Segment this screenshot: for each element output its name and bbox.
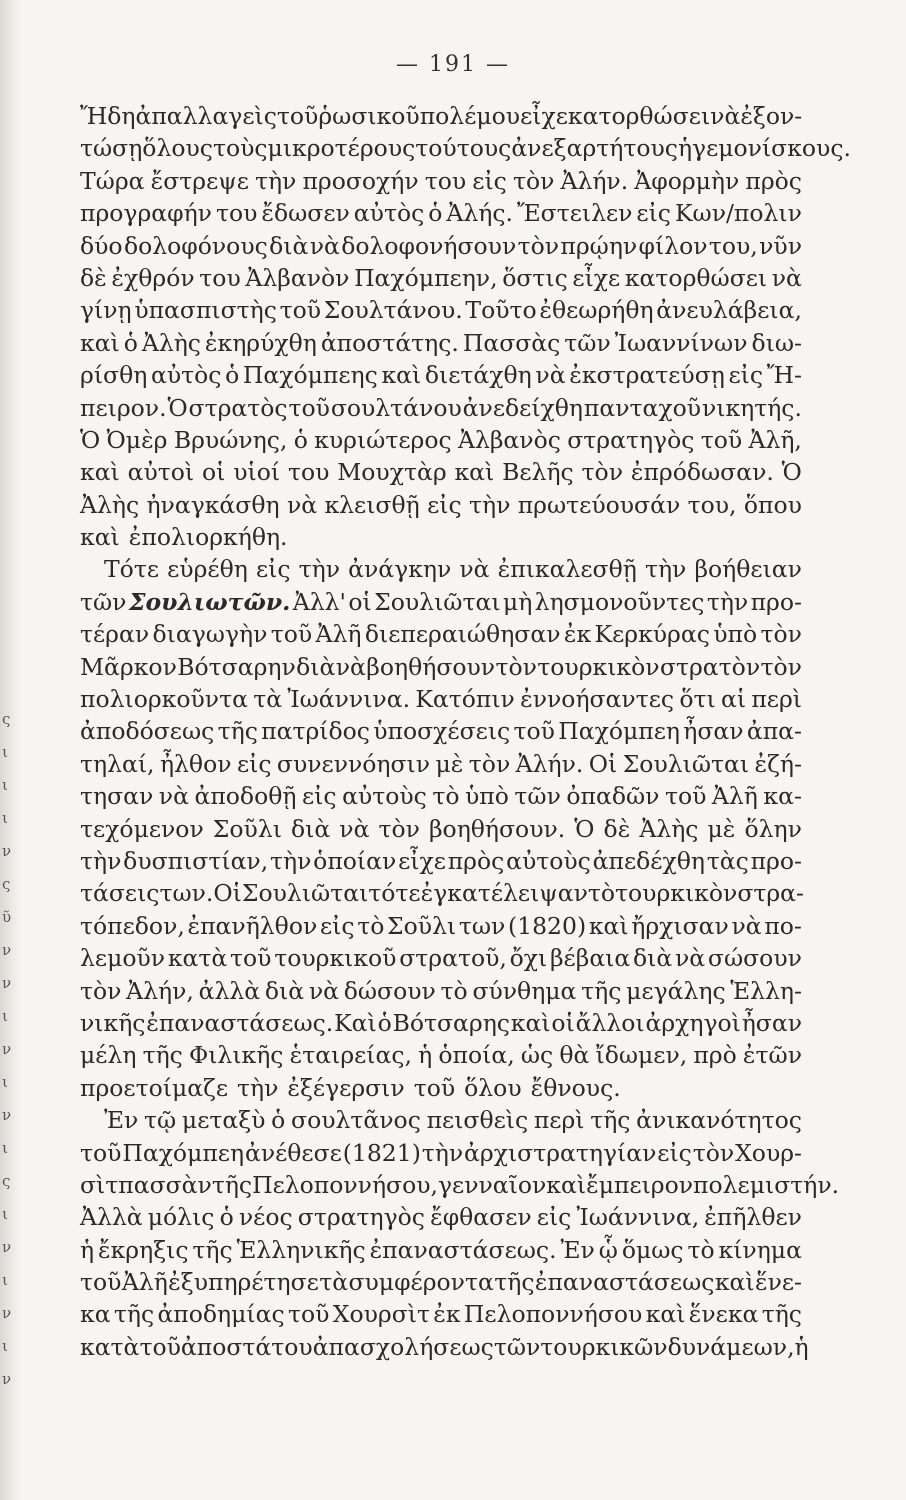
margin-letter: ς <box>2 875 11 893</box>
page-number: — 191 — <box>396 52 510 77</box>
margin-letter: ι <box>2 1205 8 1223</box>
margin-letter: ι <box>2 1139 8 1157</box>
margin-letter: ν <box>2 1304 12 1322</box>
text-line: Ἐν τῷ μεταξὺ ὁ σουλτᾶνος πεισθεὶς περὶ τῆς ἀνικανότητος <box>104 1106 802 1135</box>
text-line: ἀποδόσεως τῆς πατρίδος ὑποσχέσεις τοῦ Παχόμπεη ἦσαν ἀπα- <box>80 717 802 746</box>
text-line: τῶν Σουλιωτῶν. Ἀλλ' οἱ Σουλιῶται μὴ λησμονοῦντες τὴν προ- <box>80 587 802 616</box>
margin-letter: ι <box>2 1337 8 1355</box>
margin-letter: ς <box>2 1172 11 1190</box>
body-text <box>80 100 851 1363</box>
margin-letter: ν <box>2 974 12 992</box>
margin-letter: ς <box>2 710 11 728</box>
text-line: Τότε εὑρέθη εἰς τὴν ἀνάγκην νὰ ἐπικαλεσθῇ τὴν βοήθειαν <box>104 555 802 584</box>
text-line: Ἀλὴς ἠναγκάσθη νὰ κλεισθῇ εἰς τὴν πρωτεύουσάν του, ὅπου <box>80 490 802 519</box>
text-line: τὴν δυσπιστίαν, τὴν ὁποίαν εἶχε πρὸς αὐτοὺς ἀπεδέχθη τὰς προ- <box>80 846 802 875</box>
text-line: καὶ αὐτοὶ οἱ υἱοί του Μουχτὰρ καὶ Βελῆς τὸν ἐπρόδωσαν. Ὁ <box>80 458 802 487</box>
adjacent-page-margin <box>2 0 18 1500</box>
margin-letter: ν <box>2 1370 12 1388</box>
text-line: τώσῃ ὅλους τοὺς μικροτέρους τούτους ἀνεξαρτήτους ἡγεμονίσκους. <box>80 134 851 163</box>
text-line: σὶτ πασσὰν τῆς Πελοποννήσου, γενναῖον καὶ ἔμπειρον πολεμιστήν. <box>80 1170 840 1199</box>
text-line: Μᾶρκον Βότσαρην διὰ νὰ βοηθήσουν τὸν τουρκικὸν στρατὸν τὸν <box>80 652 802 681</box>
margin-letter: ι <box>2 1007 8 1025</box>
text-line: προετοίμαζε τὴν ἐξέγερσιν τοῦ ὅλου ἔθνους. <box>80 1073 621 1102</box>
text-line: Ἀλλὰ μόλις ὁ νέος στρατηγὸς ἔφθασεν εἰς Ἰωάννινα, ἐπῆλθεν <box>80 1203 802 1232</box>
text-line: γίνῃ ὑπασπιστὴς τοῦ Σουλτάνου. Τοῦτο ἐθεωρήθη ἀνευλάβεια, <box>80 296 802 325</box>
text-line: τόπεδον, ἐπανῆλθον εἰς τὸ Σοῦλι των (1820) καὶ ἤρχισαν νὰ πο- <box>80 911 802 940</box>
text-line: Ἤδη ἀπαλλαγεὶς τοῦ ῥωσικοῦ πολέμου εἶχε κατορθώσει νὰ ἐξον- <box>80 102 803 130</box>
margin-letter: ν <box>2 1106 12 1124</box>
text-line: ρίσθη αὐτὸς ὁ Παχόμπεης καὶ διετάχθη νὰ ἐκστρατεύσῃ εἰς Ἤ- <box>80 361 802 390</box>
text-line: καὶ ὁ Ἀλὴς ἐκηρύχθη ἀποστάτης. Πασσὰς τῶν Ἰωαννίνων διω- <box>80 328 802 357</box>
text-line: δύο δολοφόνους διὰ νὰ δολοφονήσουν τὸν πρῴην φίλον του, νῦν <box>80 231 802 260</box>
text-line: πειρον. Ὁ στρατὸς τοῦ σουλτάνου ἀνεδείχθη πανταχοῦ νικητής. <box>80 393 802 422</box>
text-line: μέλη τῆς Φιλικῆς ἑταιρείας, ἡ ὁποία, ὡς θὰ ἴδωμεν, πρὸ ἐτῶν <box>80 1041 802 1070</box>
text-line: τοῦ Ἀλῆ ἐξυπηρέτησε τὰ συμφέροντα τῆς ἐπαναστάσεως καὶ ἕνε- <box>80 1268 802 1297</box>
margin-letter: ι <box>2 776 8 794</box>
text-line: λεμοῦν κατὰ τοῦ τουρκικοῦ στρατοῦ, ὄχι βέβαια διὰ νὰ σώσουν <box>80 944 802 973</box>
text-line: τὸν Ἀλήν, ἀλλὰ διὰ νὰ δώσουν τὸ σύνθημα τῆς μεγάλης Ἑλλη- <box>80 976 802 1005</box>
text-line: πολιορκοῦντα τὰ Ἰωάννινα. Κατόπιν ἐννοήσαντες ὅτι αἱ περὶ <box>80 685 802 714</box>
margin-letter: ν <box>2 1040 12 1058</box>
text-line: τάσεις των. Οἱ Σουλιῶται τότε ἐγκατέλειψαν τὸ τουρκικὸν στρα- <box>80 879 804 908</box>
margin-letter: ι <box>2 809 8 827</box>
text-line: τοῦ Παχόμπεη ἀνέθεσε (1821) τὴν ἀρχιστρατηγίαν εἰς τὸν Χουρ- <box>80 1138 802 1167</box>
text-line: προγραφήν του ἔδωσεν αὐτὸς ὁ Ἀλής. Ἔστειλεν εἰς Κων/πολιν <box>80 199 802 228</box>
text-line: τεχόμενον Σοῦλι διὰ νὰ τὸν βοηθήσουν. Ὁ δὲ Ἀλὴς μὲ ὅλην <box>80 814 802 843</box>
text-line: Ὁ Ὀμὲρ Βρυώνης, ὁ κυριώτερος Ἀλβανὸς στρατηγὸς τοῦ Ἀλῆ, <box>80 425 802 454</box>
text-line: τησαν νὰ ἀποδοθῇ εἰς αὐτοὺς τὸ ὑπὸ τῶν ὀπαδῶν τοῦ Ἀλῆ κα- <box>80 782 802 811</box>
margin-letter: ν <box>2 1238 12 1256</box>
text-line: καὶ ἐπολιορκήθη. <box>80 523 288 552</box>
text-line: ἡ ἔκρηξις τῆς Ἑλληνικῆς ἐπαναστάσεως. Ἐν ᾧ ὅμως τὸ κίνημα <box>80 1235 802 1264</box>
text-line: Τώρα ἔστρεψε τὴν προσοχήν του εἰς τὸν Ἀλήν. Ἀφορμὴν πρὸς <box>80 166 802 195</box>
margin-letter: ν <box>2 941 12 959</box>
text-line: δὲ ἐχθρόν του Ἀλβανὸν Παχόμπεην, ὅστις εἶχε κατορθώσει νὰ <box>80 263 802 292</box>
text-line: τηλαί, ἦλθον εἰς συνεννόησιν μὲ τὸν Ἀλήν. Οἱ Σουλιῶται ἐζή- <box>80 749 802 778</box>
margin-letter: ι <box>2 743 8 761</box>
text-line: κα τῆς ἀποδημίας τοῦ Χουρσὶτ ἐκ Πελοποννήσου καὶ ἕνεκα τῆς <box>80 1300 802 1329</box>
text-line: κατὰ τοῦ ἀποστάτου ἀπασχολήσεως τῶν τουρκικῶν δυνάμεων, ἡ <box>80 1332 809 1361</box>
text-line: νικῆς ἐπαναστάσεως. Καὶ ὁ Βότσαρης καὶ οἱ ἄλλοι ἀρχηγοὶ ἦσαν <box>80 1008 802 1037</box>
text-line: τέραν διαγωγὴν τοῦ Ἀλῆ διεπεραιώθησαν ἐκ Κερκύρας ὑπὸ τὸν <box>80 620 802 649</box>
margin-letter: ι <box>2 1073 8 1091</box>
margin-letter: ι <box>2 1271 8 1289</box>
margin-letter: ν <box>2 842 12 860</box>
margin-letter: ῦ <box>2 908 12 926</box>
